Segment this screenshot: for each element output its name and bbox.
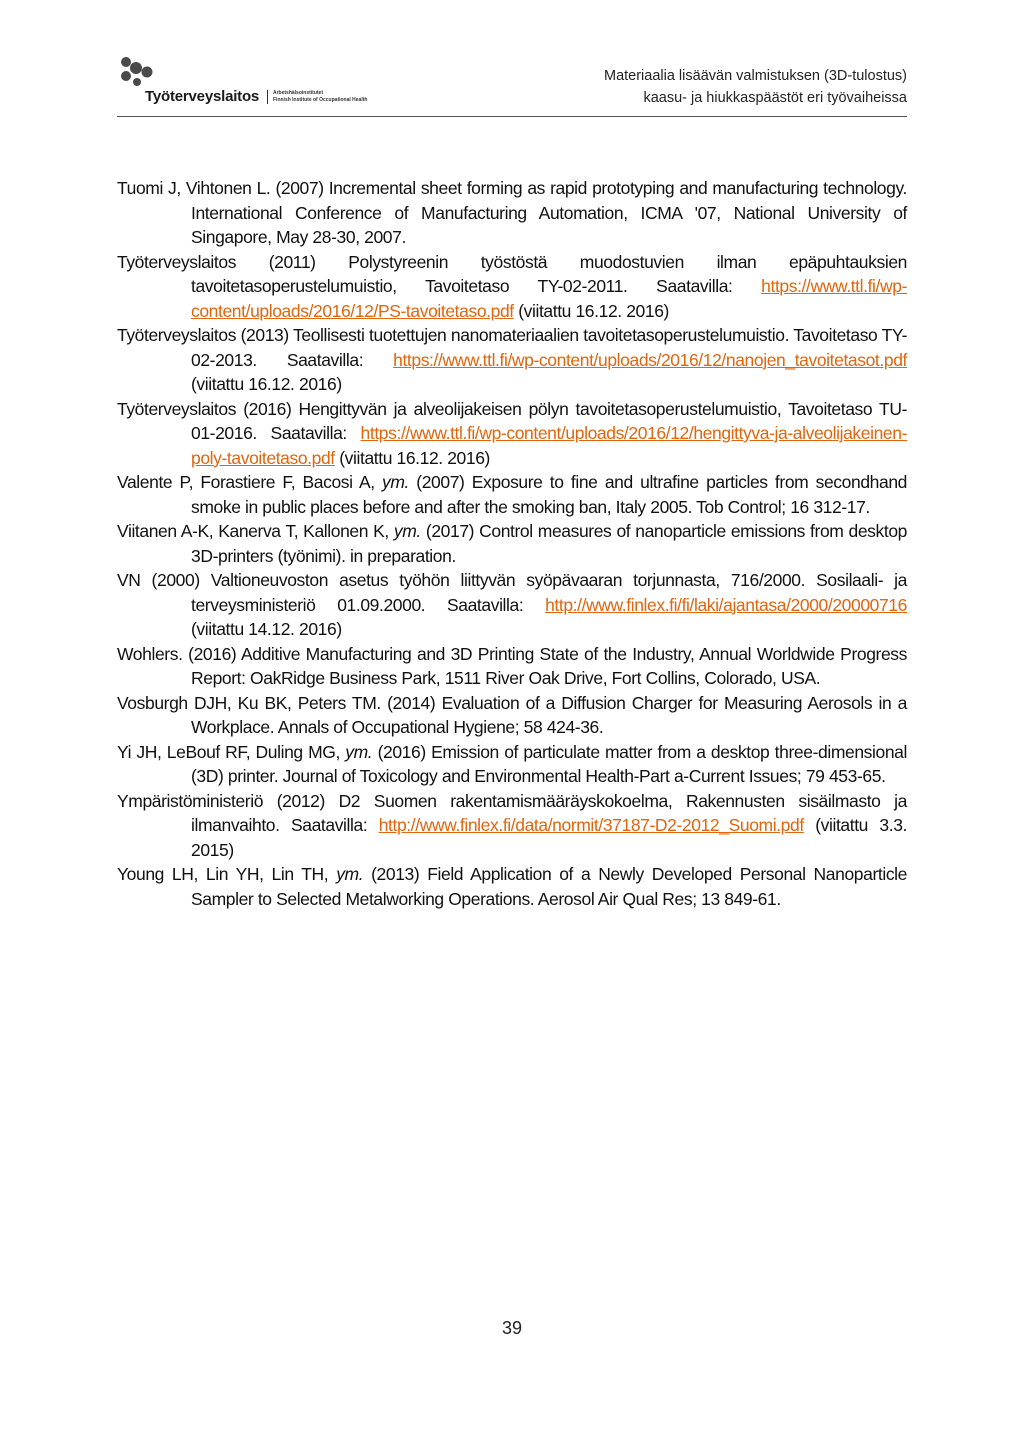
reference-text-after: (viitattu 14.12. 2016) [191, 619, 342, 639]
reference-item [117, 862, 907, 911]
reference-text: Työterveyslaitos (2016) Hengittyvän ja alveolijakeisen pölyn tavoitetasoperustelumuistio, Tavoitetaso TU-01-2016. Saatavilla: [117, 398, 907, 443]
reference-link[interactable]: http://www.finlex.fi/data/normit/37187-D2-2012_Suomi.pdf [378, 815, 804, 835]
reference-text-after: (viitattu 16.12. 2016) [191, 374, 342, 394]
reference-item [117, 176, 907, 250]
reference-text-after: (viitattu 3.3. 2015) [191, 815, 907, 860]
document-title-line-1: Materiaalia lisäävän valmistuksen (3D-tulostus) [603, 68, 907, 84]
reference-link[interactable]: https://www.ttl.fi/wp-content/uploads/2016/12/nanojen_tavoitetasot.pdf [393, 349, 907, 370]
reference-item [117, 250, 907, 324]
reference-text: VN (2000) Valtioneuvoston asetus työhön liittyvän syöpävaaran torjunnasta, 716/2000. Sosilaali- ja terveysministeriö 01.09.2000. Saatavilla: [117, 570, 907, 615]
institute-logo [117, 55, 407, 109]
logo-subtitle [273, 90, 367, 104]
logo-name: Työterveyslaitos [145, 88, 260, 105]
logo-subtitle-english: Finnish Institute of Occupational Health [273, 97, 368, 103]
reference-text: Työterveyslaitos (2013) Teollisesti tuotettujen nanomateriaalien tavoitetasoperustelumuistio. Tavoitetaso TY-02-2013. Saatavilla: [117, 325, 907, 370]
reference-text-rest: (2013) Field Application of a Newly Developed Personal Nanoparticle Sampler to Selected Metalworking Operations. Aerosol Air Qual Res; 13 849-61. [191, 864, 907, 909]
reference-list [117, 176, 907, 911]
reference-text: Vosburgh DJH, Ku BK, Peters TM. (2014) Evaluation of a Diffusion Charger for Measuring Aerosols in a Workplace. Annals of Occupational Hygiene; 58 424-36. [117, 692, 907, 737]
reference-text: Yi JH, LeBouf RF, Duling MG, [117, 741, 346, 762]
document-title-line-2: kaasu- ja hiukkaspäästöt eri työvaiheissa [643, 90, 907, 106]
reference-et-al: ym. [345, 741, 373, 762]
page-number: 39 [501, 1318, 523, 1338]
reference-text: Valente P, Forastiere F, Bacosi A, [117, 472, 382, 492]
reference-text-after: (viitattu 16.12. 2016) [513, 300, 669, 321]
reference-et-al: ym. [393, 521, 421, 541]
reference-et-al: ym. [336, 864, 364, 884]
reference-item [117, 568, 907, 642]
reference-text: Young LH, Lin YH, Lin TH, [117, 864, 337, 884]
reference-text: Wohlers. (2016) Additive Manufacturing and 3D Printing State of the Industry, Annual Worldwide Progress Report: OakRidge Business Park, 1511 River Oak Drive, Fort Collins, Colorado, USA. [117, 643, 907, 688]
reference-text: Viitanen A-K, Kanerva T, Kallonen K, [117, 521, 394, 541]
reference-item [117, 519, 907, 568]
reference-text-rest: (2017) Control measures of nanoparticle emissions from desktop 3D-printers (työnimi). in preparation. [191, 521, 907, 566]
reference-item [117, 470, 907, 519]
logo-divider [267, 90, 268, 104]
logo-subtitle-swedish: Arbetshälsoinstitutet [273, 90, 324, 96]
reference-link[interactable]: https://www.ttl.fi/wp-content/uploads/2016/12/PS-tavoitetaso.pdf [191, 276, 907, 321]
reference-link[interactable]: http://www.finlex.fi/fi/laki/ajantasa/2000/20000716 [545, 594, 907, 615]
reference-link[interactable]: https://www.ttl.fi/wp-content/uploads/2016/12/hengittyva-ja-alveolijakeinen-poly-tavoitetaso.pdf [191, 423, 907, 468]
header-rule [117, 116, 907, 117]
reference-item [117, 397, 907, 471]
document-title [604, 65, 907, 109]
logo-mark-icon [117, 55, 157, 91]
reference-text: Ympäristöministeriö (2012) D2 Suomen rakentamismääräyskokoelma, Rakennusten sisäilmasto ja ilmanvaihto. Saatavilla: [117, 790, 907, 835]
reference-text-rest: (2007) Exposure to fine and ultrafine particles from secondhand smoke in public places before and after the smoking ban, Italy 2005. Tob Control; 16 312-17. [191, 472, 907, 517]
reference-text-rest: (2016) Emission of particulate matter from a desktop three-dimensional (3D) printer. Journal of Toxicology and Environmental Health-Part a-Current Issues; 79 453-65. [191, 741, 907, 786]
reference-item [117, 323, 907, 397]
reference-text-after: (viitattu 16.12. 2016) [334, 447, 490, 468]
reference-item [117, 691, 907, 740]
reference-item [117, 740, 907, 789]
reference-text: Työterveyslaitos (2011) Polystyreenin työstöstä muodostuvien ilman epäpuhtauksien tavoitetasoperustelumuistio, Tavoitetaso TY-02-2011. Saatavilla: [117, 251, 907, 296]
reference-item [117, 789, 907, 863]
reference-text: Tuomi J, Vihtonen L. (2007) Incremental sheet forming as rapid prototyping and manufacturing technology. International Conference of Manufacturing Automation, ICMA '07, National University of Singapore, May 28-30, 2007. [117, 178, 907, 247]
reference-et-al: ym. [382, 472, 409, 492]
page-header [117, 55, 907, 117]
reference-item [117, 642, 907, 691]
